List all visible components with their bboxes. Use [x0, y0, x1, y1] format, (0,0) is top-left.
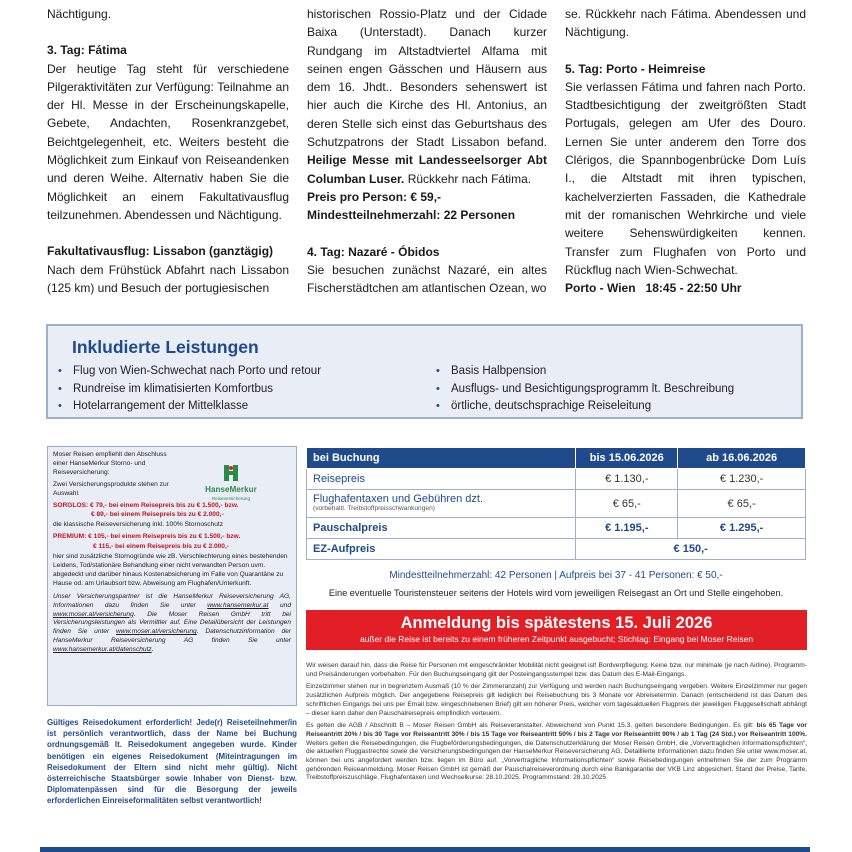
- fakultativ-text: Nach dem Frühstück Abfahrt nach Lissabon (125 km) und Besuch der portugiesischen: [47, 262, 289, 295]
- insurance-box: [47, 446, 297, 706]
- logo-sub: Reiseversicherung: [211, 495, 251, 501]
- price-until: € 1.130,-: [576, 469, 678, 490]
- bottom-bar: [40, 847, 810, 852]
- flight-times: Porto - Wien 18:45 - 22:50 Uhr: [565, 281, 742, 296]
- hansemerkur-icon: [222, 464, 240, 482]
- hansemerkur-link[interactable]: www.hansemerkur.at: [207, 601, 269, 609]
- included-item: • Flug von Wien-Schwechat nach Porto und retour: [56, 363, 321, 381]
- registration-banner: [306, 610, 807, 650]
- premium-desc: hier sind zusätzliche Stornogründe wie zB. Verschlechterung eines bestehenden Leidens, Tod/stationäre Behandlung einer nicht verwandten Person uvm. abgedeckt und darüber hinaus Kostenabsicherung im Falle von Quarantäne zu Hause od. am Urlaubsort bzw. Abweisung am Flughafen/Unterkunft.: [53, 553, 288, 587]
- table-row: [307, 490, 806, 518]
- day5-text: Sie verlassen Fátima und fahren nach Porto. Stadtbesichtigung der zweitgrößten Stadt Portugals, gelegen am Ufer des Douro. Lernen Sie unter anderem den Torre dos Clérigos, die Spannbogenbrücke Dom Luís I., die Altstadt mit ihren typischen, kachelverzierten Fassaden, die Kathedrale mit der romanischen Wehrkirche und viele weitere Sehenswürdigkeiten kennen. Transfer zum Flughafen von Porto und Rückflug nach Wien-Schwechat.: [565, 79, 806, 277]
- row-label-ez: EZ-Aufpreis: [307, 539, 576, 560]
- day4-title: 4. Tag: Nazaré - Óbidos: [307, 244, 440, 259]
- tourist-tax-note: Eine eventuelle Touristensteuer seitens der Hotels wird vom jeweiligen Reisegast an Ort und Stelle eingehoben.: [328, 588, 784, 598]
- hansemerkur-logo: [202, 464, 260, 504]
- included-item: • Basis Halbpension: [434, 363, 734, 381]
- insurance-partner-text: Unser Versicherungspartner ist die HanseMerkur Reiseversicherung AG, Informationen dazu finden Sie unter www.hansemerkur.at und www.moser.at/versicherung. Die Moser Reisen GmbH tritt bei Versicherungsleistungen als Vermittler auf. Eine Detailübersicht der Leistungen finden Sie unter www.moser.at/versicherung. Datenschutzinformation der HanseMerkur Reiseversicherung AG finden Sie unter www.hansemerkur.at/datenschutz.: [53, 592, 291, 654]
- row-label-taxes: Flughafentaxen und Gebühren dzt. (vorbehaltl. Treibstoffpreisschwankungen): [307, 490, 576, 518]
- included-item: • Rundreise im klimatisierten Komfortbus: [56, 381, 321, 399]
- ez-price: € 150,-: [576, 539, 806, 560]
- mass-highlight: Heilige Messe mit Landesseelsorger Abt Columban Luser.: [307, 153, 547, 186]
- day3-text: Der heutige Tag steht für verschiedene Pilgeraktivitäten zur Verfügung: Teilnahme an der Hl. Messe in der Erscheinungskapelle, Gebete, Andachten, Rosenkranzgebet, Beichtgelegenheit, etc. Weiters besteht die Möglichkeit zum Einkauf von Reiseandenken und deren Weihe. Alternativ haben Sie die Möglichkeit an einem Fakultativausflug teilzunehmen. Abendessen und Nächtigung.: [47, 61, 289, 222]
- included-list-left: [56, 363, 321, 416]
- premium-line1: PREMIUM: € 105,- bei einem Reisepreis bis zu € 1.500,- bzw.: [53, 533, 241, 541]
- fine-print: [306, 662, 807, 787]
- included-services-box: [46, 324, 803, 419]
- insurance-two-products: Zwei Versicherungsprodukte stehen zur Auswahl.: [53, 480, 169, 497]
- insurance-intro: Moser Reisen empfiehlt den Abschluss einer HanseMerkur Storno- und Reiseversicherung:: [53, 451, 167, 476]
- table-row: [307, 518, 806, 539]
- min-participants-note: Mindestteilnehmerzahl: 42 Personen | Aufpreis bei 37 - 41 Personen: € 50,-: [389, 570, 723, 581]
- day4-text: Sie besuchen zunächst Nazaré, ein altes Fischerstädtchen am atlantischen Ozean, wo: [307, 262, 547, 296]
- itinerary-columns: [47, 0, 807, 310]
- price-from: € 65,-: [678, 490, 806, 518]
- fak-price: Preis pro Person: € 59,-: [307, 189, 442, 204]
- col3-text0: se. Rückkehr nach Fátima. Abendessen und Nächtigung.: [565, 7, 806, 40]
- price-until: € 65,-: [576, 490, 678, 518]
- price-table-header: [307, 448, 806, 469]
- row-label-pauschal: Pauschalpreis: [307, 518, 576, 539]
- price-table: [306, 447, 806, 560]
- sorglos-line1: SORGLOS: € 79,- bei einem Reisepreis bis zu € 1.500,- bzw.: [53, 501, 239, 509]
- row-sublabel: (vorbehaltl. Treibstoffpreisschwankungen): [313, 505, 435, 512]
- moser-versicherung-link-2[interactable]: www.moser.at/versicherung: [115, 628, 197, 636]
- premium-line2: € 115,- bei einem Reisepreis bis zu € 2.000,-: [93, 543, 229, 551]
- pauschal-until: € 1.195,-: [576, 518, 678, 539]
- table-row: [307, 539, 806, 560]
- table-row: [307, 469, 806, 490]
- included-item: • Hotelarrangement der Mittelklasse: [56, 398, 321, 416]
- fine-print-2: Einzelzimmer stehen nur in begrenztem Ausmaß (10 % der Zimmeranzahl) zur Verfügung und werden nach Buchungseingang vergeben. Weitere Einzelzimmer nur gegen zusätzlichen Aufpreis möglich. Der angegebene Reisepreis gilt lediglich bei Reisebuchung bis 3 Monate vor Abreisetermin. Danach (entscheidend ist das Datum des schriftlichen Eingangs bei uns per Email bzw. eingeschriebenen Brief) gilt ein höherer Preis, welcher vom tagesaktuellen Flugpreis der jeweiligen Fluggesellschaft abhängt – dieser kann daher den Pauschalreisepreis empfindlich verteuern.: [306, 683, 807, 717]
- moser-versicherung-link[interactable]: www.moser.at/versicherung: [53, 610, 134, 618]
- sorglos-line2: € 89,- bei einem Reisepreis bis zu € 2.000,-: [91, 511, 224, 519]
- itinerary-column-3: [565, 5, 806, 297]
- sorglos-desc: die klassische Reiseversicherung inkl. 100% Stornoschutz: [53, 521, 224, 529]
- travel-document-note: Gültiges Reisedokument erforderlich! Jede(r) Reiseteilnehmer/in ist persönlich verantwortlich, dass der Name bei Buchung ordnungsgemäß lt. Reisedokument angegeben wurde. Kinder benötigen ein eigenes Reisedokument (Miteintragungen im Reisedokument der Eltern sind nicht mehr gültig). Nicht österreichische Staatsbürger sowie Inhaber von Dienst- bzw. Diplomatenpässen sind für die Besorgung der jeweils erforderlichen Einreiseformalitäten selbst verantwortlich!: [47, 718, 297, 806]
- row-label: Reisepreis: [307, 469, 576, 490]
- included-item: • örtliche, deutschsprachige Reiseleitung: [434, 398, 734, 416]
- logo-name: HanseMerkur: [205, 484, 257, 494]
- header-until: bis 15.06.2026: [576, 448, 678, 469]
- header-from: ab 16.06.2026: [678, 448, 806, 469]
- col2-text2: Rückkehr nach Fátima.: [407, 171, 532, 186]
- fine-print-1: Wir weisen darauf hin, dass die Reise für Personen mit eingeschränkter Mobilität nicht geeignet ist! Bordverpflegung: Keine bzw. nur minimale (je nach Airline). Programm- und Preisänderungen vorbehalten. Für den Buchungseingang gilt der Posteingangsstempel bzw. das Datum des E-Mail-Eingangs.: [306, 662, 807, 678]
- itinerary-column-1: [47, 5, 289, 297]
- registration-title: Anmeldung bis spätestens 15. Juli 2026: [400, 614, 713, 632]
- included-list-right: [434, 363, 734, 416]
- fakultativ-title: Fakultativausflug: Lissabon (ganztägig): [47, 244, 274, 259]
- col1-line0: Nächtigung.: [47, 7, 112, 21]
- registration-subtitle: außer die Reise ist bereits zu einem früheren Zeitpunkt ausgebucht; Stichtag: Eingang bei Moser Reisen: [359, 634, 754, 644]
- itinerary-column-2: [307, 5, 547, 297]
- col2-text: [307, 5, 547, 188]
- day3-title: 3. Tag: Fátima: [47, 43, 127, 58]
- header-booking: bei Buchung: [307, 448, 576, 469]
- pauschal-from: € 1.295,-: [678, 518, 806, 539]
- included-services-title: Inkludierte Leistungen: [72, 337, 259, 357]
- hansemerkur-datenschutz-link[interactable]: www.hansemerkur.at/datenschutz: [53, 646, 152, 654]
- included-item: • Ausflugs- und Besichtigungsprogramm lt. Beschreibung: [434, 381, 734, 399]
- day5-title: 5. Tag: Porto - Heimreise: [565, 61, 706, 76]
- fak-min-participants: Mindestteilnehmerzahl: 22 Personen: [307, 208, 516, 223]
- col2-text1: historischen Rossio-Platz und der Cidade Baixa (Unterstadt). Danach kurzer Rundgang im Altstadtviertel Alfama mit seinen engen Gässchen und Häusern aus dem 16. Jhdt.. Besonders sehenswert ist hier auch die Kirche des Hl. Antonius, an deren Stelle sich einst das Geburtshaus des Schutzpatrons der Stadt Lissabon befand.: [307, 7, 547, 150]
- fine-print-3: Es gelten die AGB / Abschnitt B – Moser Reisen GmbH als Reiseveranstalter. Abweichend von Punkt 15.3. gelten besondere Bedingungen. Es gilt: bis 65 Tage vor Reiseantritt 20% / bis 30 Tage vor Reiseantritt 30% / bis 15 Tage vor Reiseantritt 50% / bis 2 Tage vor Reiseantritt 90% / ab 1 Tag (24 Std.) vor Reiseantritt 100%. Weiters gelten die Reisebedingungen, die Flugbeförderungsbedingungen, die Datenschutzerklärung der Moser Reisen GmbH, die „Vorvertraglichen Informationspflichten“, die aktuellen Fluggastrechte sowie die Versicherungsbedingungen der HanseMerkur Reiseversicherung AG. Detaillierte Informationen dazu finden Sie unter www.moser.at, können bei uns angefordert werden bzw. liegen im Büro auf. „Vorvertragliche Informationspflichten“ sowie Reisebedingungen entnehmen Sie der zum Programm gehörenden Reiseanmeldung. Moser Reisen GmbH ist gemäß der Pauschalreiseverordnung durch eine Bankgarantie der VKB Linz abgesichert. Stand der Preise, Tarife, Treibstoffpreiszuschläge, Flughafentaxen und Wechselkurse: 28.10.2025. Programmstand: 28.10.2025: [306, 722, 807, 782]
- price-from: € 1.230,-: [678, 469, 806, 490]
- cancellation-terms: bis 65 Tage vor Reiseantritt 20% / bis 30 Tage vor Reiseantritt 30% / bis 15 Tage vor Reiseantritt 50% / bis 2 Tage vor Reiseantritt 90% / ab 1 Tag (24 Std.) vor Reiseantritt 100%.: [306, 722, 807, 738]
